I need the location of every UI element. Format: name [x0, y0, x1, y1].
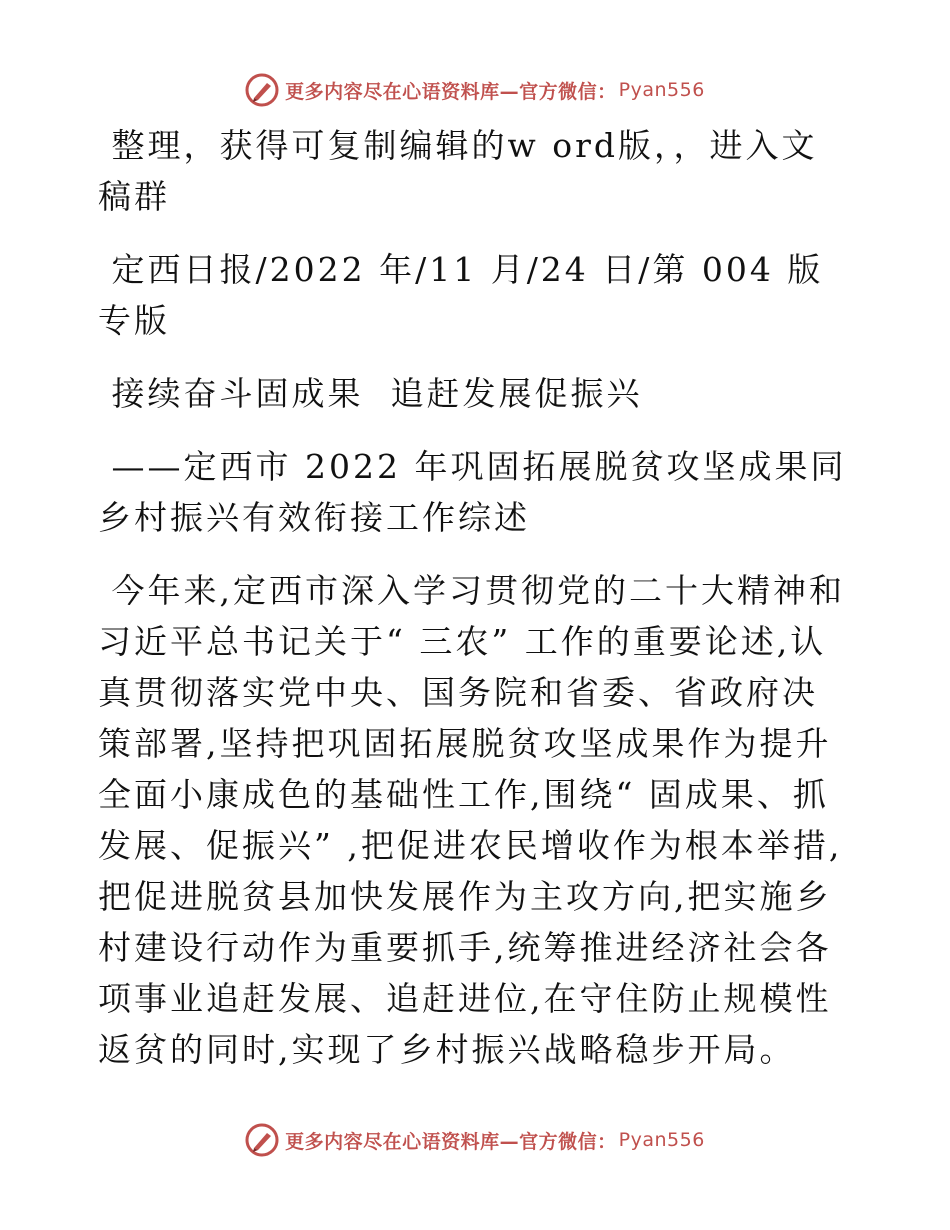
intro-line: 整理，获得可复制编辑的w ord版，，进入文稿群: [98, 126, 818, 216]
watermark-text: 更多内容尽在心语资料库—官方微信：: [285, 80, 617, 103]
pen-logo-icon: [245, 73, 279, 107]
article-title: 接续奋斗固成果 追赶发展促振兴: [98, 374, 643, 413]
body-paragraph: 今年来,定西市深入学习贯彻党的二十大精神和习近平总书记关于“ 三农” 工作的重要论述,认真贯彻落实党中央、国务院和省委、省政府决策部署,坚持把巩固拓展脱贫攻坚成果作为提升全面小康成色的基础性工作,围绕“ 固成果、抓发展、促振兴” ,把促进农民增收作为根本举措,把促进脱贫县加快发展作为主攻方向,把实施乡村建设行动作为重要抓手,统筹推进经济社会各项事业追赶发展、追赶进位,在守住防止规模性返贫的同时,实现了乡村振兴战略稳步开局。: [98, 571, 845, 1069]
pen-logo-icon: [245, 1123, 279, 1157]
header-watermark: [0, 70, 950, 110]
document-body: [98, 120, 850, 1075]
article-subtitle: ——定西市 2022 年巩固拓展脱贫攻坚成果同乡村振兴有效衔接工作综述: [98, 447, 847, 537]
footer-watermark: [0, 1120, 950, 1160]
watermark-wechat-id: Pyan556: [618, 79, 705, 101]
source-line: 定西日报/2022 年/11 月/24 日/第 004 版专版: [98, 250, 824, 340]
watermark-text: 更多内容尽在心语资料库—官方微信：: [285, 1130, 617, 1153]
watermark-wechat-id: Pyan556: [618, 1129, 705, 1151]
